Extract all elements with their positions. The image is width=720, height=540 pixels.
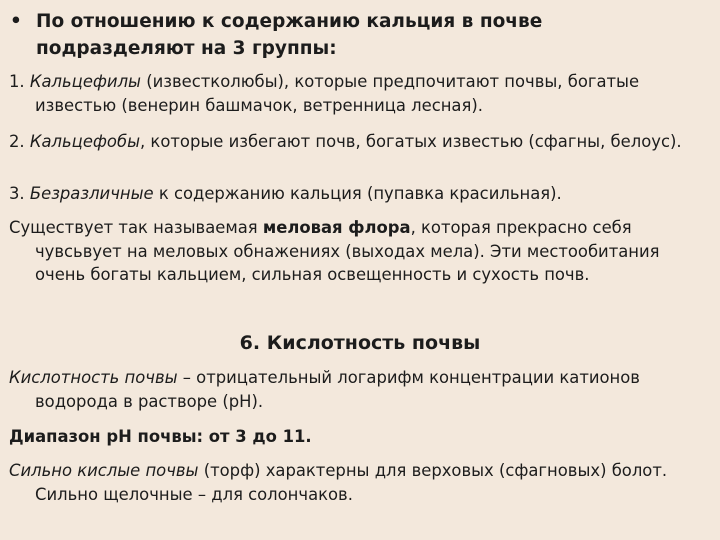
soil-types-paragraph bbox=[9, 459, 709, 506]
group-item-indifferent bbox=[9, 182, 709, 206]
acidity-description: – отрицательный логарифм концентрации катионов водорода в растворе (pH). bbox=[35, 368, 640, 411]
group-number: 1. bbox=[9, 72, 30, 91]
group-number: 3. bbox=[9, 184, 30, 203]
chalk-term: меловая флора bbox=[262, 218, 411, 237]
acidity-definition bbox=[9, 366, 709, 413]
group-description: (известколюбы), которые предпочитают почвы, богатые известью (венерин башмачок, ветренница лесная). bbox=[35, 72, 640, 115]
acidity-term: Кислотность почвы bbox=[9, 368, 178, 387]
section-heading: 6. Кислотность почвы bbox=[239, 332, 481, 354]
soil-term: Сильно кислые почвы bbox=[9, 461, 199, 480]
bullet-icon: • bbox=[10, 11, 22, 32]
group-term: Кальцефобы bbox=[29, 132, 141, 151]
chalk-text-after: , которая прекрасно себя чувсьвует на меловых обнажениях (выходах мела). Эти местообитания очень богаты кальцием, сильная освещенность и сухость почв. bbox=[35, 218, 660, 284]
group-number: 2. bbox=[9, 132, 30, 151]
intro-bullet-item bbox=[10, 8, 700, 62]
group-item-calcephiles bbox=[9, 70, 709, 117]
group-term: Кальцефилы bbox=[29, 72, 142, 91]
group-description: к содержанию кальция (пупавка красильная). bbox=[153, 184, 562, 203]
soil-description: (торф) характерны для верховых (сфагновых) болот. Сильно щелочные – для солончаков. bbox=[35, 461, 668, 504]
group-item-calcephobes bbox=[9, 130, 709, 154]
ph-range: Диапазон pH почвы: от 3 до 11. bbox=[9, 427, 312, 446]
intro-text: По отношению к содержанию кальция в почве подразделяют на 3 группы: bbox=[36, 11, 543, 59]
group-term: Безразличные bbox=[29, 184, 154, 203]
chalk-text-before: Существует так называемая bbox=[9, 218, 263, 237]
chalk-flora-paragraph bbox=[9, 216, 709, 287]
group-description: , которые избегают почв, богатых известью (сфагны, белоус). bbox=[140, 132, 682, 151]
